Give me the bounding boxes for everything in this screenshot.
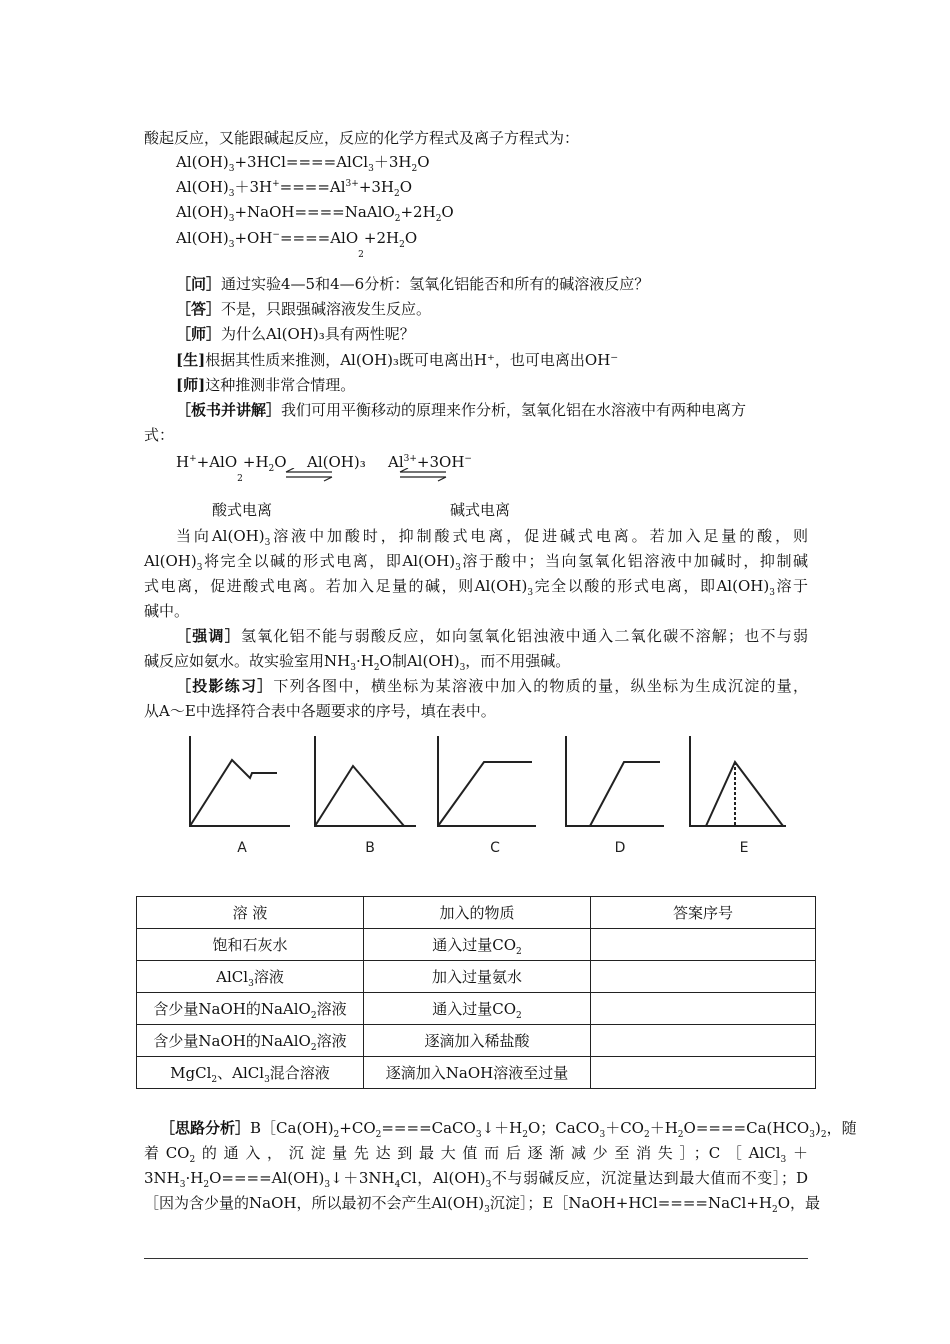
table-cell: 通入过量$CO_2$ (364, 993, 591, 1025)
graph-label-a: A (237, 840, 247, 856)
ion-right: $Al^{3+}+3OH^-$ (388, 453, 472, 471)
analysis-line4: ［因为含少量的NaOH，所以最初不会产生$Al(OH)_3$沉淀］；$E[NaOH+HCl====NaCl+H_2O$，最 (144, 1194, 821, 1215)
emphasis-line2: 碱反应如氨水。故实验室用$NH_3\cdot H_2O$制$Al(OH)_3$，而不用强碱。 (144, 652, 571, 673)
answer-tag: ［答］ (176, 300, 222, 318)
student-tag: [生] (176, 351, 206, 369)
table-row (137, 993, 816, 1025)
equation-3: $Al(OH)_3+NaOH====NaAlO_2+2H_2O$ (176, 203, 454, 224)
graph-c (438, 736, 536, 826)
graph-e (690, 736, 786, 826)
question-line (176, 274, 649, 294)
table-row (137, 1025, 816, 1057)
emphasis-line1: ［强调］氢氧化铝不能与弱酸反应，如向氢氧化铝浊液中通入二氧化碳不溶解；也不与弱 (176, 627, 808, 645)
teacher-line-1 (176, 324, 415, 344)
graph-label-c: C (490, 840, 500, 856)
graph-d (566, 736, 664, 826)
graph-b (315, 736, 416, 826)
graph-label-e: E (739, 840, 749, 856)
teacher-line-2 (176, 375, 355, 395)
table-cell: 通入过量$CO_2$ (364, 929, 591, 961)
table-cell: 含少量NaOH的NaAlO$_2$溶液 (137, 993, 364, 1025)
question-text: 通过实验4—5和4—6分析：氢氧化铝能否和所有的碱溶液反应？ (221, 275, 650, 293)
table-cell: 饱和石灰水 (137, 929, 364, 961)
para1-line4: 碱中。 (144, 602, 190, 620)
projection-line1: ［投影练习］下列各图中，横坐标为某溶液中加入的物质的量，纵坐标为生成沉淀的量， (176, 677, 808, 695)
answer-table (136, 896, 816, 1089)
emphasis-tag: ［强调］ (176, 627, 241, 645)
answer-cell[interactable] (591, 1025, 816, 1057)
equilibrium-arrow-right (398, 468, 450, 482)
board-tag: ［板书并讲解］ (176, 401, 282, 419)
graph-label-b: B (365, 840, 375, 856)
precipitation-graphs (180, 728, 820, 860)
acid-ionization-label: 酸式电离 (212, 501, 273, 519)
projection-line2: 从A～E中选择符合表中各题要求的序号，填在表中。 (144, 702, 496, 720)
answer-line (176, 299, 431, 319)
table-header: 答案序号 (591, 897, 816, 929)
para1-line2: $Al(OH)_3$将完全以碱的形式电离，即$Al(OH)_3$溶于酸中；当向氢氧化铝溶液中加碱时，抑制碱 (144, 552, 808, 573)
intro-line: 酸起反应，又能跟碱起反应，反应的化学方程式及离子方程式为： (144, 129, 580, 147)
table-cell: MgCl$_2$、AlCl$_3$混合溶液 (137, 1057, 364, 1089)
student-text: 根据其性质来推测，Al(OH)₃既可电离出H⁺，也可电离出OH⁻ (205, 351, 619, 369)
table-header: 溶 液 (137, 897, 364, 929)
analysis-line1: ［思路分析$]B[Ca(OH)_2+CO_2====CaCO_3↓+H_2O$；$CaCO_3+CO_2+H_2O====Ca(HCO_3)_2$，随 (160, 1119, 857, 1140)
analysis-tag: ［思路分析］ (160, 1119, 251, 1137)
table-row (137, 1057, 816, 1089)
footer-rule (144, 1258, 808, 1259)
table-row (137, 929, 816, 961)
graph-label-d: D (614, 840, 626, 856)
table-cell: 逐滴加入稀盐酸 (364, 1025, 591, 1057)
table-header-row (137, 897, 816, 929)
answer-text: 不是，只跟强碱溶液发生反应。 (221, 300, 432, 318)
table-row (137, 961, 816, 993)
table-cell: AlCl$_3$溶液 (137, 961, 364, 993)
teacher-text-2: 这种推测非常合情理。 (205, 376, 356, 394)
board-line (176, 400, 746, 420)
answer-cell[interactable] (591, 993, 816, 1025)
teacher-tag-2: [师] (176, 376, 206, 394)
ion-left: $H^++AlO_2+H_2O$ (176, 453, 287, 484)
answer-cell[interactable] (591, 1057, 816, 1089)
ion-middle: Al(OH)₃ (307, 453, 366, 471)
teacher-tag-1: ［师］ (176, 325, 222, 343)
equation-4: $Al(OH)_3+OH^-====AlO_2+2H_2O$ (176, 229, 418, 260)
answer-cell[interactable] (591, 961, 816, 993)
para1-line3: 式电离，促进酸式电离。若加入足量的碱，则$Al(OH)_3$完全以酸的形式电离，即$Al(OH)_3$溶于 (144, 577, 809, 598)
analysis-line3: $3NH_3\cdot H_2O====Al(OH)_3↓+3NH_4Cl$，$Al(OH)_3$不与弱碱反应，沉淀量达到最大值而不变］；D (144, 1169, 808, 1190)
projection-tag: ［投影练习］ (176, 677, 274, 695)
equation-1: $Al(OH)_3+3HCl====AlCl_3+3H_2O$ (176, 153, 430, 174)
table-cell: 含少量NaOH的NaAlO$_2$溶液 (137, 1025, 364, 1057)
teacher-text-1: 为什么Al(OH)₃具有两性呢？ (221, 325, 415, 343)
graph-a (190, 736, 290, 826)
table-cell: 逐滴加入NaOH溶液至过量 (364, 1057, 591, 1089)
para1-line1: 当向$Al(OH)_3$溶液中加酸时，抑制酸式电离，促进碱式电离。若加入足量的酸，则 (176, 527, 808, 548)
equation-2: $Al(OH)_3+3H^+====Al^{3+}+3H_2O$ (176, 178, 413, 199)
answer-cell[interactable] (591, 929, 816, 961)
analysis-line2: 着$CO_2$的通入，沉淀量先达到最大值而后逐渐减少至消失］；C［AlCl$_3$＋ (144, 1144, 808, 1165)
board-text-cont: 式： (144, 426, 175, 444)
board-text: 我们可用平衡移动的原理来作分析，氢氧化铝在水溶液中有两种电离方 (281, 401, 747, 419)
table-header: 加入的物质 (364, 897, 591, 929)
question-tag: ［问］ (176, 275, 222, 293)
base-ionization-label: 碱式电离 (450, 501, 511, 519)
student-line (176, 350, 618, 370)
equilibrium-arrow-left (284, 468, 336, 482)
table-cell: 加入过量氨水 (364, 961, 591, 993)
